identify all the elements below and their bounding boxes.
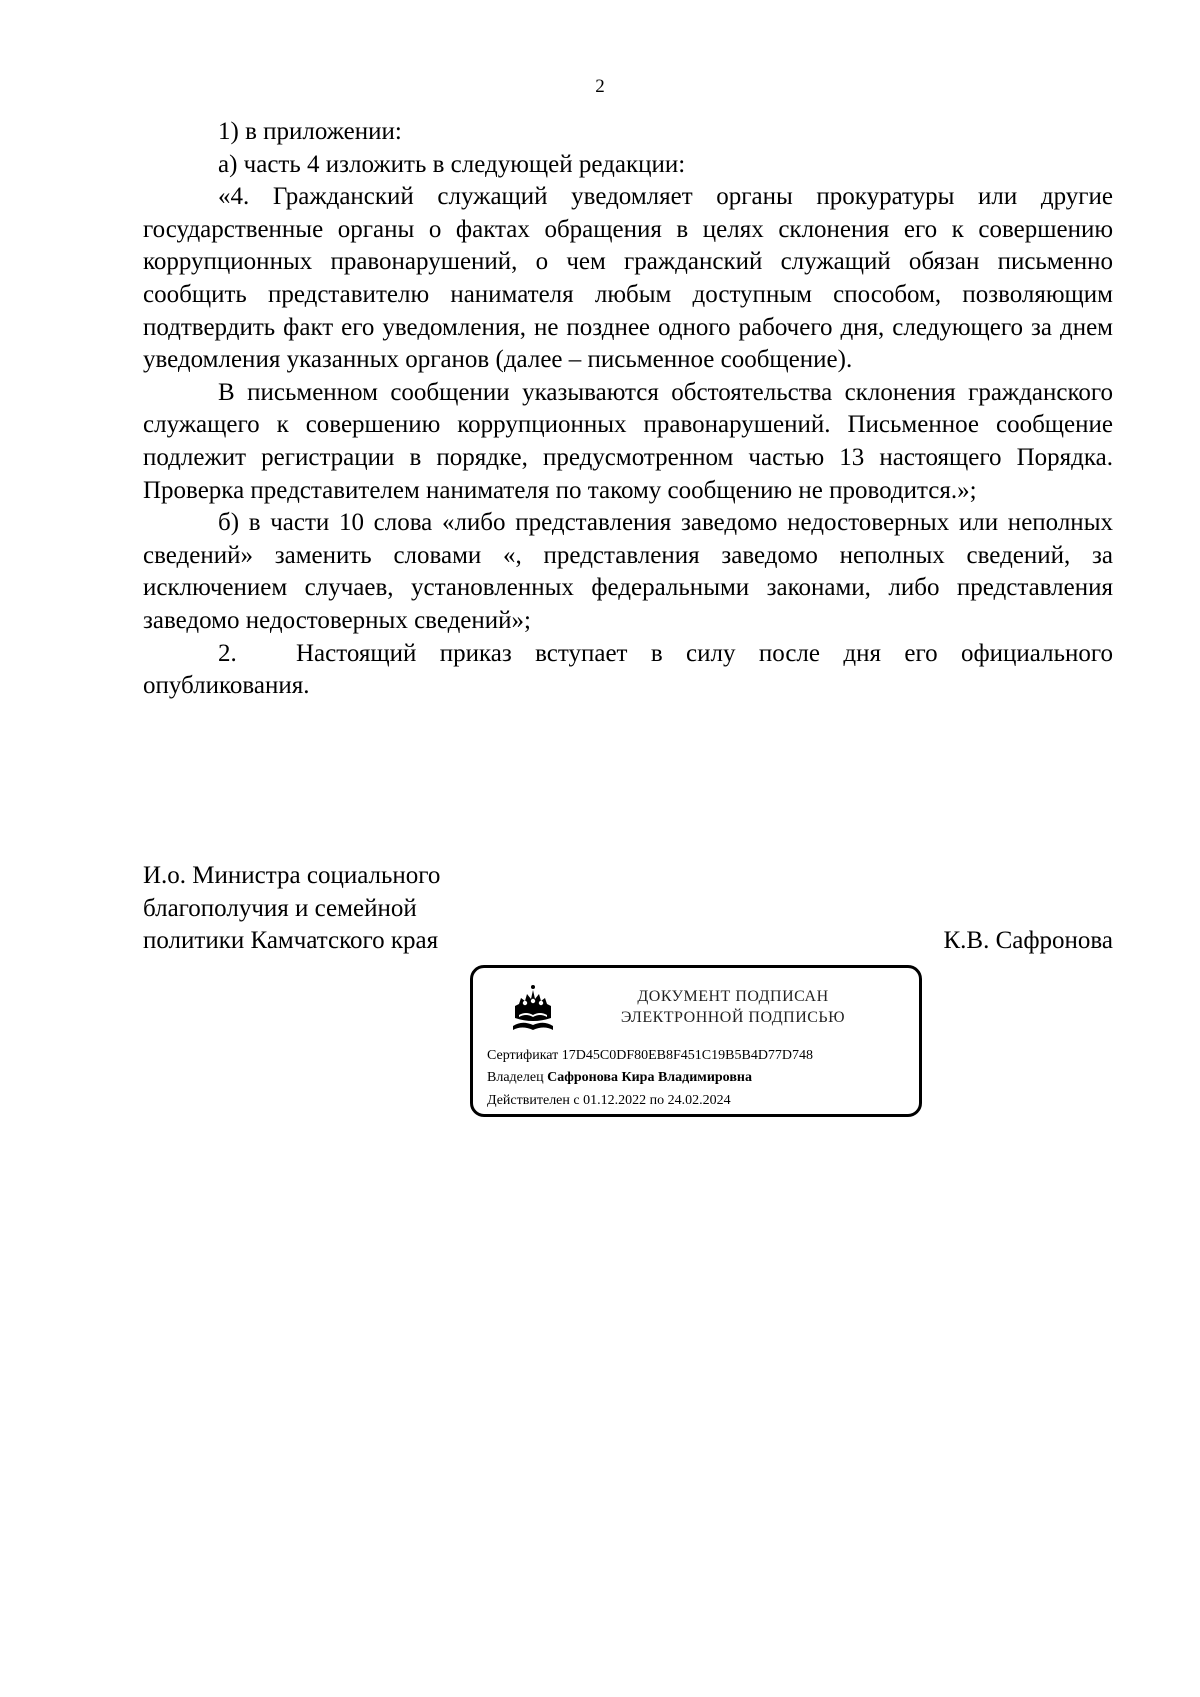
- certificate-value: 17D45C0DF80EB8F451C19B5B4D77D748: [561, 1048, 814, 1063]
- stamp-validity: [487, 1092, 731, 1110]
- paragraph-appendix: 1) в приложении:: [218, 118, 402, 145]
- electronic-signature-stamp: [470, 965, 922, 1117]
- stamp-heading: [573, 986, 893, 1028]
- paragraph-number: 2.: [218, 639, 237, 667]
- page-number: 2: [595, 76, 605, 97]
- valid-from-label: с: [573, 1093, 580, 1108]
- document-body: [143, 116, 1113, 703]
- valid-to-date: 24.02.2024: [667, 1093, 731, 1108]
- paragraph-entry-into-force-text: Настоящий приказ вступает в силу после дня его официального опубликования.: [143, 639, 1113, 700]
- signatory-position-line-3: политики Камчатского края: [143, 927, 439, 955]
- paragraph-part-10: б) в части 10 слова «либо представления заведомо недостоверных или неполных сведений» заменить словами «, представления заведомо неполных сведений, за исключением случаев, установленных федеральными законами, либо представления заведомо недостоверных сведений»;: [143, 509, 1113, 634]
- paragraph-new-part-4: «4. Гражданский служащий уведомляет органы прокуратуры или другие государственные органы о фактах обращения в целях склонения его к совершению коррупционных правонарушений, о чем гражданский служащий обязан письменно сообщить представителю нанимателя любым доступным способом, позволяющим подтвердить факт его уведомления, не позднее одного рабочего дня, следующего за днем уведомления указанных органов (далее – письменное сообщение).: [143, 183, 1113, 374]
- paragraph-part-4: а) часть 4 изложить в следующей редакции:: [218, 150, 686, 178]
- owner-label: Владелец: [487, 1070, 544, 1085]
- certificate-label: Сертификат: [487, 1048, 559, 1063]
- owner-value: Сафронова Кира Владимировна: [547, 1070, 752, 1085]
- valid-to-label: по: [649, 1093, 665, 1108]
- stamp-owner: [487, 1069, 752, 1087]
- kamchatka-emblem-icon: [511, 984, 555, 1032]
- stamp-heading-line-2: ЭЛЕКТРОННОЙ ПОДПИСЬЮ: [620, 1009, 846, 1026]
- signatory-position-line-2: благополучия и семейной: [143, 894, 417, 922]
- signatory-position-line-1: И.о. Министра социального: [143, 862, 441, 889]
- stamp-heading-line-1: ДОКУМЕНТ ПОДПИСАН: [637, 988, 829, 1005]
- paragraph-entry-into-force: [143, 638, 1113, 703]
- valid-from-date: 01.12.2022: [583, 1093, 647, 1108]
- signatory-name: К.В. Сафронова: [943, 927, 1113, 955]
- stamp-certificate: [487, 1047, 813, 1065]
- signature-block: [143, 860, 1113, 958]
- paragraph-written-message: В письменном сообщении указываются обстоятельства склонения гражданского служащего к совершению коррупционных правонарушений. Письменное сообщение подлежит регистрации в порядке, предусмотренном частью 13 настоящего Порядка. Проверка представителем нанимателя по такому сообщению не проводится.»;: [143, 378, 1113, 504]
- valid-label: Действителен: [487, 1093, 570, 1108]
